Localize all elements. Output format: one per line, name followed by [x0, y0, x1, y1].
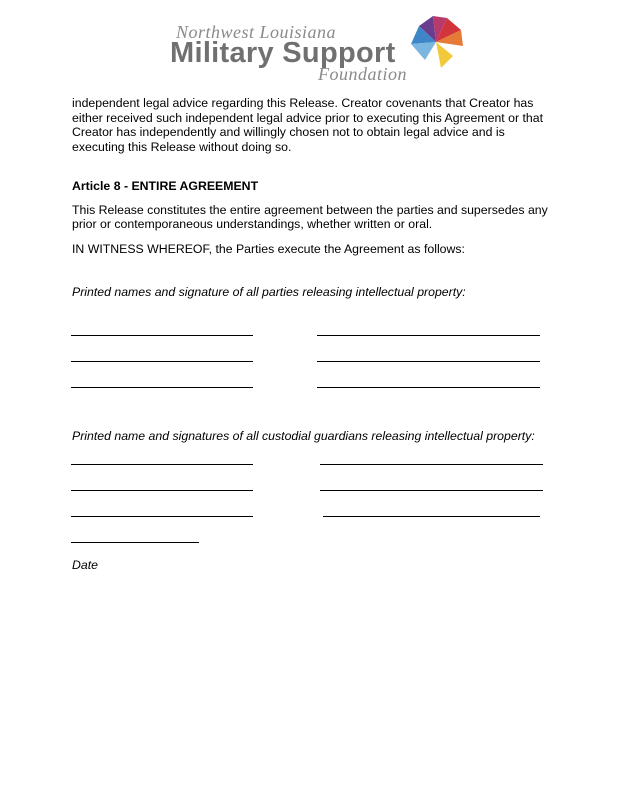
signature-line[interactable] — [71, 490, 253, 491]
paragraph-line: either received such independent legal advice prior to executing this Agreement or that — [72, 111, 543, 125]
logo-text-foundation: Foundation — [318, 64, 407, 84]
pinwheel-icon — [407, 12, 465, 72]
parties-signature-label: Printed names and signature of all parties releasing intellectual property: — [72, 285, 466, 299]
article-heading: Article 8 - ENTIRE AGREEMENT — [72, 179, 259, 193]
signature-line[interactable] — [71, 464, 253, 465]
signature-line[interactable] — [317, 335, 540, 336]
witness-statement: IN WITNESS WHEREOF, the Parties execute the Agreement as follows: — [72, 242, 465, 256]
foundation-logo — [168, 12, 468, 84]
paragraph-line: prior or contemporaneous understandings, whether written or oral. — [72, 217, 433, 231]
paragraph-line: independent legal advice regarding this Release. Creator covenants that Creator has — [72, 96, 534, 110]
signature-line[interactable] — [71, 335, 253, 336]
guardians-signature-label: Printed name and signatures of all custodial guardians releasing intellectual property: — [72, 429, 535, 443]
logo-text-military-support: Military Support — [170, 37, 396, 69]
signature-line[interactable] — [317, 361, 540, 362]
paragraph-line: executing this Release without doing so. — [72, 140, 292, 154]
date-line[interactable] — [71, 542, 199, 543]
paragraph-line: This Release constitutes the entire agreement between the parties and supersedes any — [72, 203, 548, 217]
signature-line[interactable] — [71, 387, 253, 388]
signature-line[interactable] — [320, 490, 543, 491]
signature-line[interactable] — [71, 361, 253, 362]
signature-line[interactable] — [71, 516, 253, 517]
date-label: Date — [72, 558, 98, 572]
logo-text-northwest: Northwest Louisiana — [176, 22, 337, 42]
signature-line[interactable] — [320, 464, 543, 465]
signature-line[interactable] — [323, 516, 540, 517]
signature-line[interactable] — [317, 387, 540, 388]
paragraph-line: Creator has independently and willingly chosen not to obtain legal advice and is — [72, 125, 505, 139]
